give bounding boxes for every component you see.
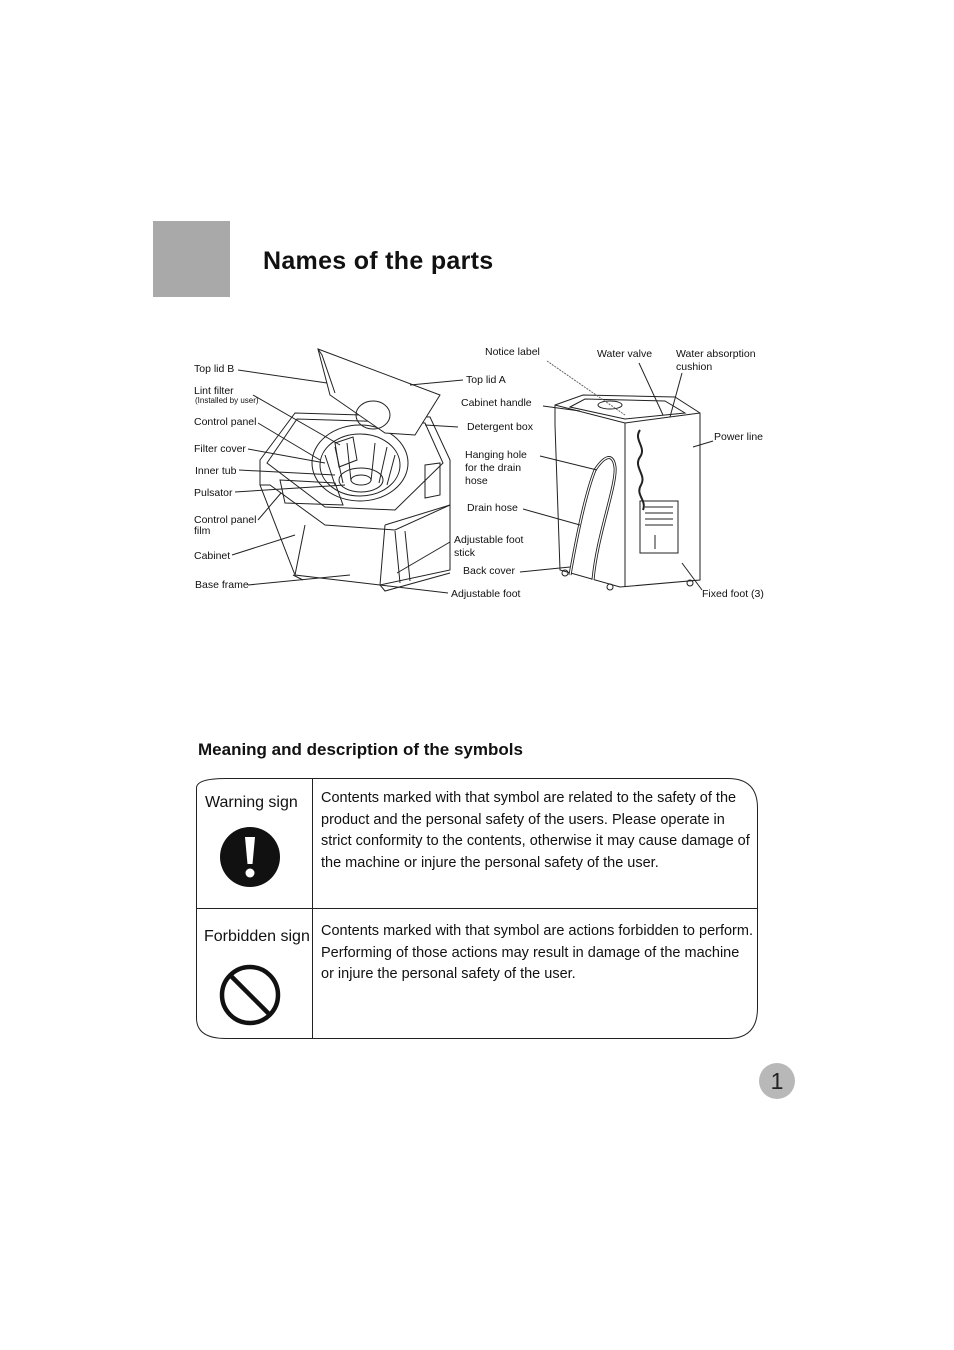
label-base-frame: Base frame — [195, 579, 249, 591]
symbols-table — [196, 778, 758, 1039]
label-hanging-hole-2: for the drain — [465, 462, 522, 474]
label-top-lid-a: Top lid A — [466, 374, 506, 386]
label-hanging-hole: Hanging hole — [465, 449, 527, 461]
label-top-lid-b: Top lid B — [194, 363, 235, 375]
label-cabinet: Cabinet — [194, 550, 231, 562]
symbols-section-title: Meaning and description of the symbols — [198, 740, 523, 759]
warning-sign-description: Contents marked with that symbol are related to the safety of the product and the personal safety of the users. Please operate in strict conformity to the contents, otherwise it may cause damage of the machine or injure the personal safety of the user. — [321, 790, 750, 871]
label-notice-label: Notice label — [485, 346, 540, 358]
prohibited-circle-icon — [219, 964, 281, 1026]
label-detergent-box: Detergent box — [467, 421, 533, 433]
label-lint-filter: Lint filter — [194, 385, 234, 397]
label-cabinet-handle: Cabinet handle — [461, 397, 532, 409]
page-title: Names of the parts — [263, 247, 494, 275]
label-adjustable-foot-stick: Adjustable foot — [454, 534, 524, 546]
label-water-absorption-cushion: Water absorption — [676, 348, 756, 360]
label-hanging-hole-3: hose — [465, 475, 488, 487]
label-control-panel: Control panel — [194, 416, 257, 428]
section-marker — [153, 221, 230, 297]
label-water-absorption-cushion-2: cushion — [676, 361, 713, 373]
forbidden-sign-description: Contents marked with that symbol are actions forbidden to perform. Performing of those actions may result in damage of the machine or injure the personal safety of the user. — [321, 923, 753, 982]
exclamation-warning-icon — [219, 826, 281, 888]
label-control-panel-film: Control panel — [194, 514, 257, 526]
label-power-line: Power line — [714, 431, 764, 443]
label-filter-cover: Filter cover — [194, 443, 246, 455]
label-adjustable-foot: Adjustable foot — [451, 588, 521, 600]
warning-sign-label: Warning sign — [205, 794, 298, 811]
label-pulsator: Pulsator — [194, 487, 233, 499]
label-water-valve: Water valve — [597, 348, 653, 360]
label-back-cover: Back cover — [463, 565, 515, 577]
label-lint-filter-note: (Installed by user) — [195, 396, 259, 405]
label-inner-tub: Inner tub — [195, 465, 237, 477]
forbidden-sign-label: Forbidden sign — [204, 928, 310, 945]
parts-diagram — [185, 335, 785, 615]
page-number: 1 — [759, 1063, 795, 1099]
label-drain-hose: Drain hose — [467, 502, 518, 514]
label-control-panel-film-2: film — [194, 525, 211, 537]
label-fixed-foot: Fixed foot (3) — [702, 588, 764, 600]
label-adjustable-foot-stick-2: stick — [454, 547, 475, 559]
